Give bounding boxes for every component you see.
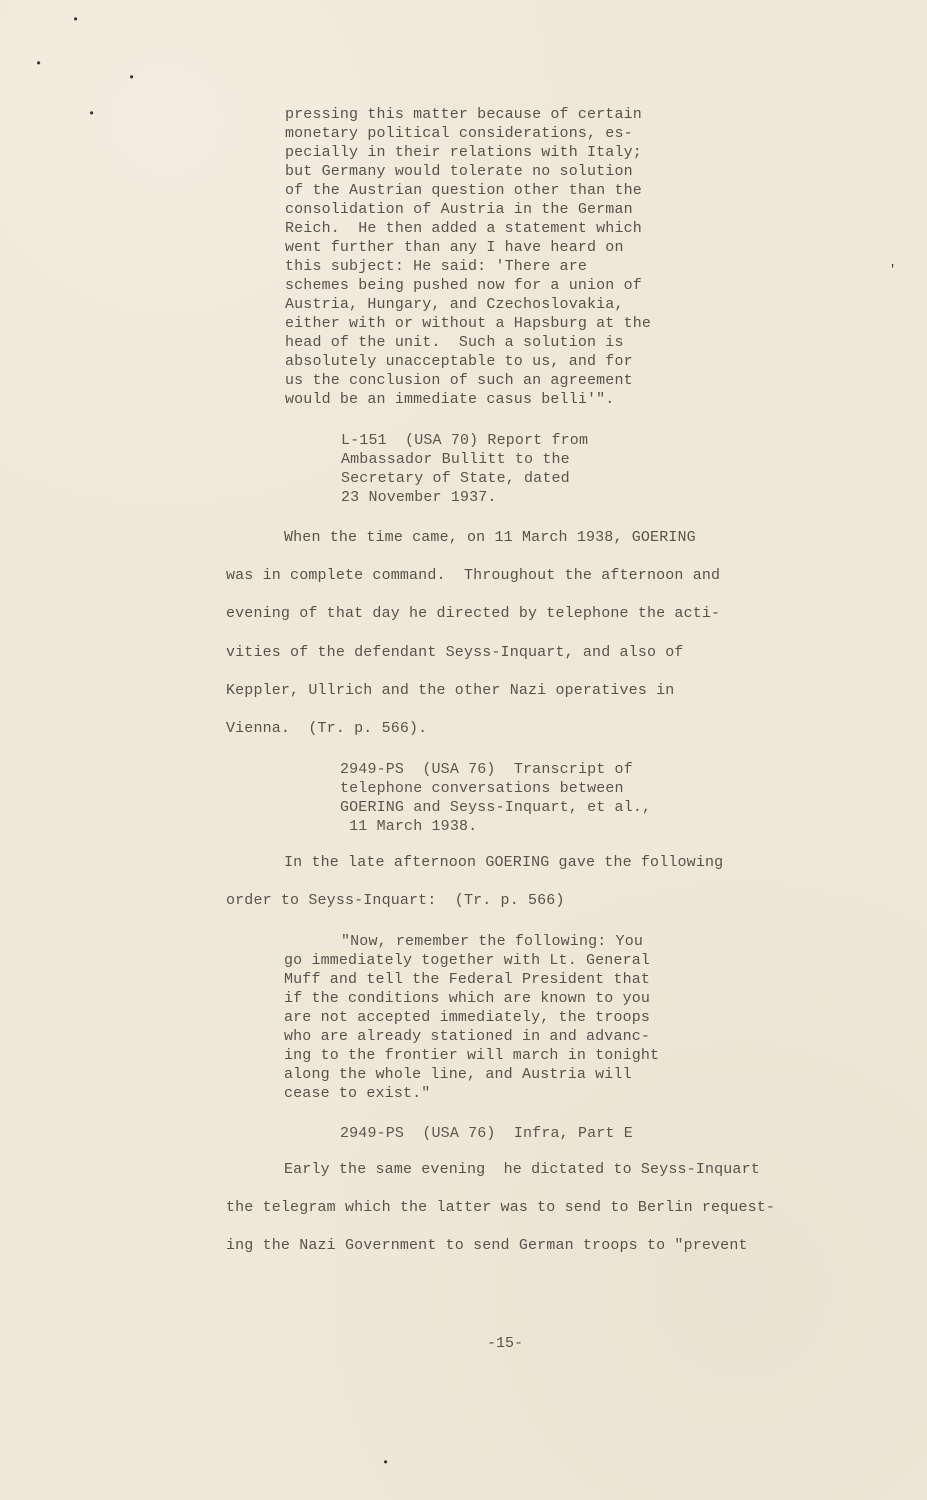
reference-line: GOERING and Seyss-Inquart, et al., (340, 799, 652, 816)
text-line: schemes being pushed now for a union of (285, 277, 642, 294)
text-line: In the late afternoon GOERING gave the following (284, 854, 724, 871)
reference-line: 2949-PS (USA 76) Transcript of (340, 761, 633, 778)
reference-line: Secretary of State, dated (341, 470, 570, 487)
text-line: Austria, Hungary, and Czechoslovakia, (285, 296, 624, 313)
reference-line: 2949-PS (USA 76) Infra, Part E (340, 1125, 633, 1142)
reference-line: 23 November 1937. (341, 489, 497, 506)
text-line: if the conditions which are known to you (284, 990, 651, 1007)
reference-line: telephone conversations between (340, 780, 624, 797)
text-line: either with or without a Hapsburg at the (285, 315, 652, 332)
text-line: this subject: He said: 'There are (285, 258, 587, 275)
text-line: order to Seyss-Inquart: (Tr. p. 566) (226, 892, 565, 909)
text-line: Keppler, Ullrich and the other Nazi operatives in (226, 682, 675, 699)
margin-mark: ' (889, 263, 897, 277)
text-line: along the whole line, and Austria will (284, 1066, 632, 1083)
text-line: ing the Nazi Government to send German troops to "prevent (226, 1237, 748, 1254)
text-line: go immediately together with Lt. General (284, 952, 651, 969)
text-line: but Germany would tolerate no solution (285, 163, 633, 180)
text-line: pecially in their relations with Italy; (285, 144, 642, 161)
top-left-speck: • (72, 13, 80, 27)
reference-line: L-151 (USA 70) Report from (341, 432, 589, 449)
text-line: was in complete command. Throughout the afternoon and (226, 567, 721, 584)
top-left-speck: • (88, 107, 96, 121)
text-line: us the conclusion of such an agreement (285, 372, 633, 389)
top-left-speck: • (128, 71, 136, 85)
text-line: vities of the defendant Seyss-Inquart, and also of (226, 644, 684, 661)
text-line: Vienna. (Tr. p. 566). (226, 720, 428, 737)
text-line: evening of that day he directed by telephone the acti- (226, 605, 721, 622)
text-line: who are already stationed in and advanc- (284, 1028, 651, 1045)
bottom-mark: • (382, 1456, 390, 1470)
reference-line: Ambassador Bullitt to the (341, 451, 570, 468)
text-line: absolutely unacceptable to us, and for (285, 353, 633, 370)
text-line: cease to exist." (284, 1085, 431, 1102)
text-line: consolidation of Austria in the German (285, 201, 633, 218)
text-line: ing to the frontier will march in tonight (284, 1047, 660, 1064)
text-line: are not accepted immediately, the troops (284, 1009, 651, 1026)
text-line: went further than any I have heard on (285, 239, 624, 256)
text-line: pressing this matter because of certain (285, 106, 642, 123)
text-line: When the time came, on 11 March 1938, GOERING (284, 529, 696, 546)
text-line: of the Austrian question other than the (285, 182, 642, 199)
text-line: Reich. He then added a statement which (285, 220, 642, 237)
text-line: Muff and tell the Federal President that (284, 971, 651, 988)
top-left-speck: • (35, 57, 43, 71)
text-line: "Now, remember the following: You (341, 933, 643, 950)
text-line: monetary political considerations, es- (285, 125, 633, 142)
text-line: the telegram which the latter was to send to Berlin request- (226, 1199, 776, 1216)
text-line: Early the same evening he dictated to Seyss-Inquart (284, 1161, 760, 1178)
reference-line: 11 March 1938. (340, 818, 478, 835)
text-line: would be an immediate casus belli'". (285, 391, 615, 408)
text-line: head of the unit. Such a solution is (285, 334, 624, 351)
page-number: -15- (487, 1335, 524, 1352)
